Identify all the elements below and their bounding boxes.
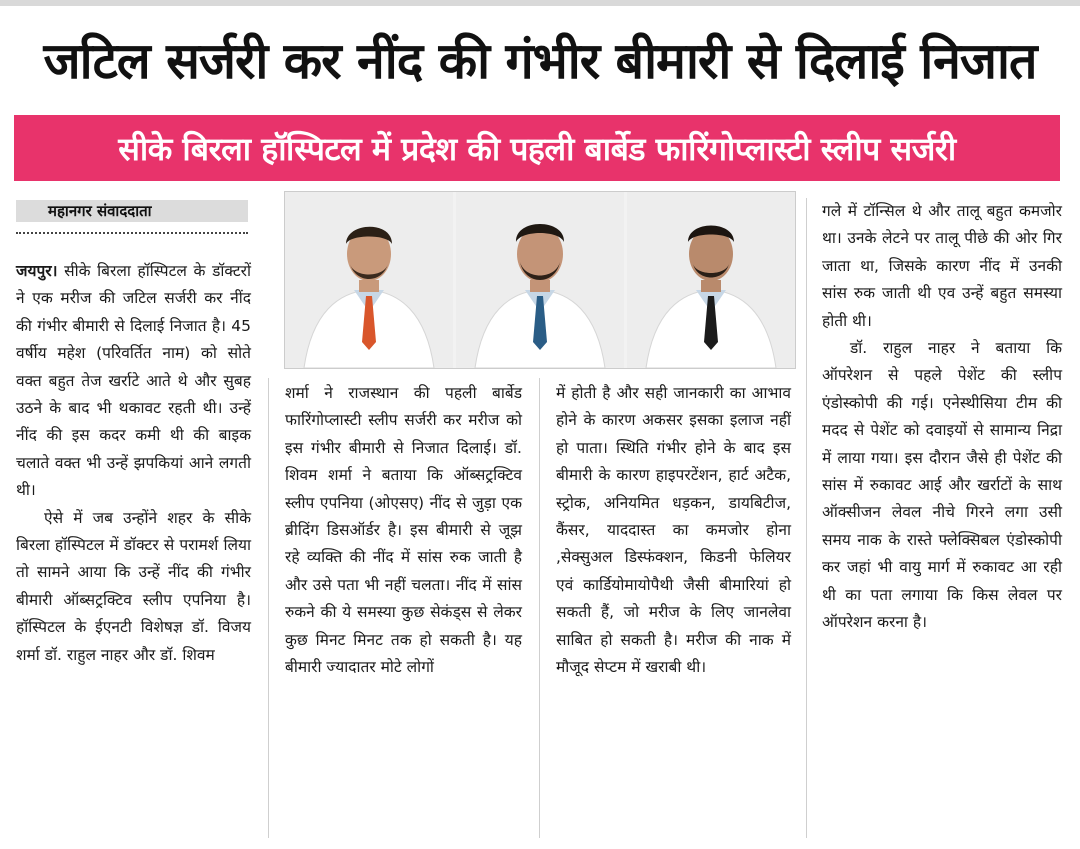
top-rule xyxy=(0,0,1080,6)
article-column-2 xyxy=(285,380,522,842)
article-column-1 xyxy=(16,258,251,842)
subheadline-banner xyxy=(14,115,1060,181)
byline-text: महानगर संवाददाता xyxy=(48,202,152,220)
column-1-paragraph-1 xyxy=(16,258,251,505)
column-4-paragraph-2: डॉ. राहुल नाहर ने बताया कि ऑपरेशन से पहले पेशेंट की स्लीप एंडोस्कोपी की गई। एनेस्थीसिया टीम की मदद से पेशेंट को दवाइयों से सामान्य निद्रा में लाया गया। इस दौरान जैसे ही पेशेंट की सांस में रुकावट आई और खर्राटों के साथ ऑक्सीजन लेवल नीचे गिरने लगा उसी समय नाक के रास्ते फ्लेक्सिबल एंडोस्कोपी कर जहां भी वायु मार्ग में रुकावट आ रही थी का पता लगाया कि किस लेवल पर ऑपरेशन करना है। xyxy=(822,339,1062,632)
column-1-paragraph-1-text: सीके बिरला हॉस्पिटल के डॉक्टरों ने एक मरीज की जटिल सर्जरी कर नींद की गंभीर बीमारी से दिलाई निजात है। 45 वर्षीय महेश (परिवर्तित नाम) को सोते वक्त बहुत तेज खर्राटे आते थे और सुबह उठने के बाद भी थकावट रहती थी। उन्हें नींद की इस कदर कमी थी की बाइक चलाते वक्त भी उन्हें झपकियां आने लगती थी। xyxy=(16,262,251,500)
column-divider-1 xyxy=(268,378,269,838)
doctor-portrait-2 xyxy=(456,192,624,368)
column-divider-2 xyxy=(539,378,540,838)
article-column-4 xyxy=(822,198,1062,842)
doctor-photo-2 xyxy=(456,192,624,368)
article-column-3 xyxy=(556,380,791,842)
column-3-text: में होती है और सही जानकारी का आभाव होने के कारण अकसर इसका इलाज नहीं हो पाता। स्थिति गंभीर होने के बाद इस बीमारी के कारण हाइपरटेंशन, हार्ट अटैक, स्ट्रोक, अनियमित धड़कन, डायबिटीज, कैंसर, याददास्त का कमजोर होना ,सेक्सुअल डिस्फंक्शन, किडनी फेलियर एवं कार्डियोमायोपैथी जैसी बीमारियां हो सकती हैं, जो मरीज के लिए जानलेवा साबित हो सकती है। मरीज की नाक में मौजूद सेप्टम में खराबी थी। xyxy=(556,384,791,677)
dateline: जयपुर। xyxy=(16,262,58,280)
column-1-paragraph-2: ऐसे में जब उन्होंने शहर के सीके बिरला हॉस्पिटल में डॉक्टर से परामर्श लिया तो सामने आया कि उन्हें नींद की गंभीर बीमारी ऑब्सट्रक्टिव स्लीप एपनिया है। हॉस्पिटल के ईएनटी विशेषज्ञ डॉ. विजय शर्मा डॉ. राहुल नाहर और डॉ. शिवम xyxy=(16,508,251,664)
headline-text: जटिल सर्जरी कर नींद की गंभीर बीमारी से दिलाई निजात xyxy=(43,32,1037,90)
byline-divider xyxy=(16,232,248,234)
doctor-photo-1 xyxy=(285,192,453,368)
doctor-photo-3 xyxy=(627,192,795,368)
byline xyxy=(16,200,248,222)
column-4-paragraph-1: गले में टॉन्सिल थे और तालू बहुत कमजोर था। उनके लेटने पर तालू पीछे की ओर गिर जाता था, जिसके कारण नींद में उनकी सांस रुक जाती थी एव उन्हें बहुत समस्या होती थी। xyxy=(822,202,1062,330)
subheadline-text: सीके बिरला हॉस्पिटल में प्रदेश की पहली बार्बेड फारिंगोप्लास्टी स्लीप सर्जरी xyxy=(118,129,956,168)
doctor-portrait-1 xyxy=(285,192,453,368)
headline xyxy=(10,14,1070,104)
column-2-text: शर्मा ने राजस्थान की पहली बार्बेड फारिंगोप्लास्टी स्लीप सर्जरी कर मरीज को इस गंभीर बीमारी से निजात दिलाई। डॉ. शिवम शर्मा ने बताया कि ऑब्सट्रक्टिव स्लीप एपनिया (ओएसए) नींद से जुड़ा एक ब्रीदिंग डिसऑर्डर है। इस बीमारी से जूझ रहे व्यक्ति की नींद में सांस रुक जाती है और उसे पता भी नहीं चलता। नींद में सांस रुकने की ये समस्या कुछ सेकंड्स से लेकर कुछ मिनट मिनट तक हो सकती है। यह बीमारी ज्यादातर मोटे लोगों xyxy=(285,384,522,677)
doctors-photo-strip xyxy=(284,191,796,369)
doctor-portrait-3 xyxy=(627,192,795,368)
column-divider-3 xyxy=(806,198,807,838)
